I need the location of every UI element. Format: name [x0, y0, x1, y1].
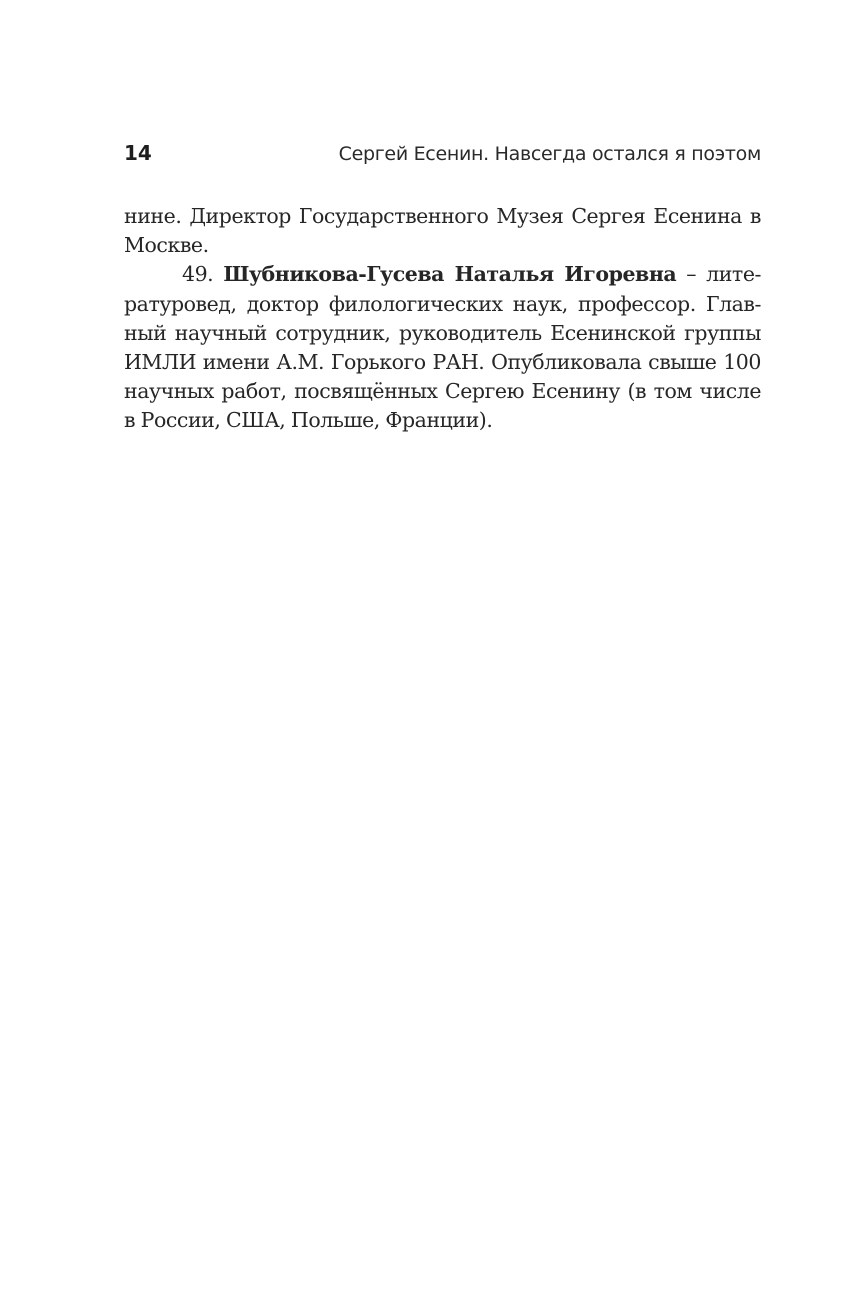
text-line: ный научный сотрудник, руководитель Есенинской группы: [124, 320, 761, 345]
entry-49-first-line: [124, 260, 761, 289]
text-line: научных работ, посвящённых Сергею Есенину (в том числе: [124, 379, 761, 404]
page-number: 14: [124, 141, 152, 165]
book-title: Сергей Есенин. Навсегда остался я поэтом: [338, 143, 761, 165]
person-name: Шубникова-Гусева Наталья Игоревна: [223, 262, 677, 287]
text-fragment: – лите-: [686, 262, 761, 287]
text-line: нине. Директор Государственного Музея Сергея Есенина в: [124, 204, 761, 228]
body-text: [124, 202, 761, 436]
text-line: ИМЛИ имени А.М. Горького РАН. Опубликовала свыше 100: [124, 350, 761, 375]
text-line: Москве.: [124, 233, 209, 258]
text-line: ратуровед, доктор филологических наук, профессор. Глав-: [124, 291, 761, 316]
entry-number: 49.: [182, 262, 214, 287]
running-header: [124, 141, 761, 169]
text-line: в России, США, Польше, Франции).: [124, 408, 493, 433]
